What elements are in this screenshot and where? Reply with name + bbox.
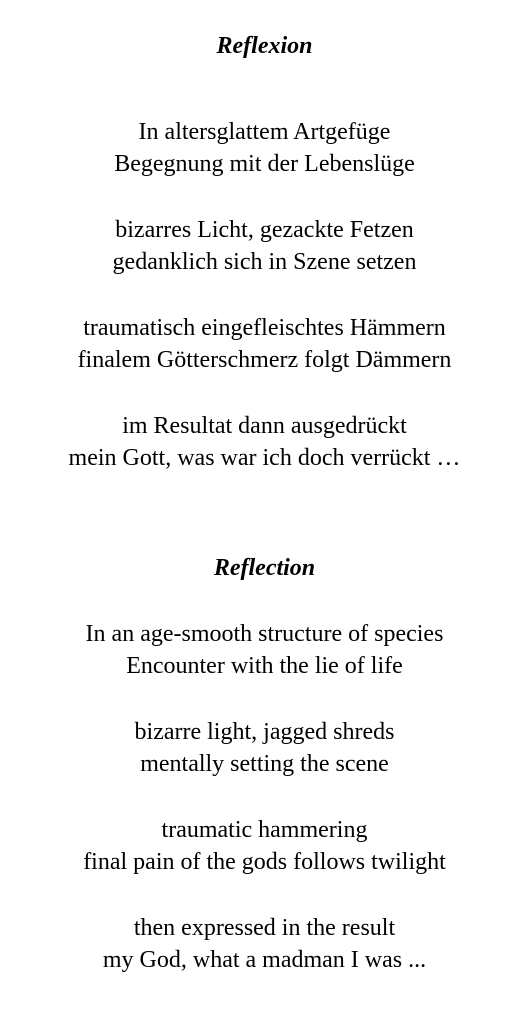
stanza (0, 716, 529, 780)
stanza (0, 312, 529, 376)
poem-line: mentally setting the scene (140, 751, 389, 777)
stanza (0, 814, 529, 878)
stanza (0, 618, 529, 682)
poem-line: Begegnung mit der Lebenslüge (114, 151, 415, 177)
poem-title: Reflection (213, 555, 316, 581)
poem-line: traumatisch eingefleischtes Hämmern (83, 315, 446, 341)
poem-line: my God, what a madman I was ... (102, 947, 427, 973)
poem-line: im Resultat dann ausgedrückt (122, 413, 407, 439)
poem-line: bizarre light, jagged shreds (134, 719, 395, 745)
poem-line: then expressed in the result (133, 915, 396, 941)
stanza (0, 214, 529, 278)
stanza (0, 410, 529, 474)
poem-line: finalem Götterschmerz folgt Dämmern (77, 347, 452, 373)
poem-title: Reflexion (216, 33, 313, 59)
poem-line: In an age-smooth structure of species (85, 621, 444, 647)
stanza (0, 912, 529, 976)
poem-line: final pain of the gods follows twilight (83, 849, 446, 875)
poem-line: In altersglattem Artgefüge (138, 119, 391, 145)
poem-line: Encounter with the lie of life (126, 653, 403, 679)
poem-english (0, 553, 529, 1010)
poem-line: bizarres Licht, gezackte Fetzen (115, 217, 414, 243)
poem-line: gedanklich sich in Szene setzen (112, 249, 417, 275)
poem-line: mein Gott, was war ich doch verrückt … (68, 445, 461, 471)
poem-german (0, 31, 529, 508)
poem-line: traumatic hammering (161, 817, 368, 843)
stanza (0, 116, 529, 180)
